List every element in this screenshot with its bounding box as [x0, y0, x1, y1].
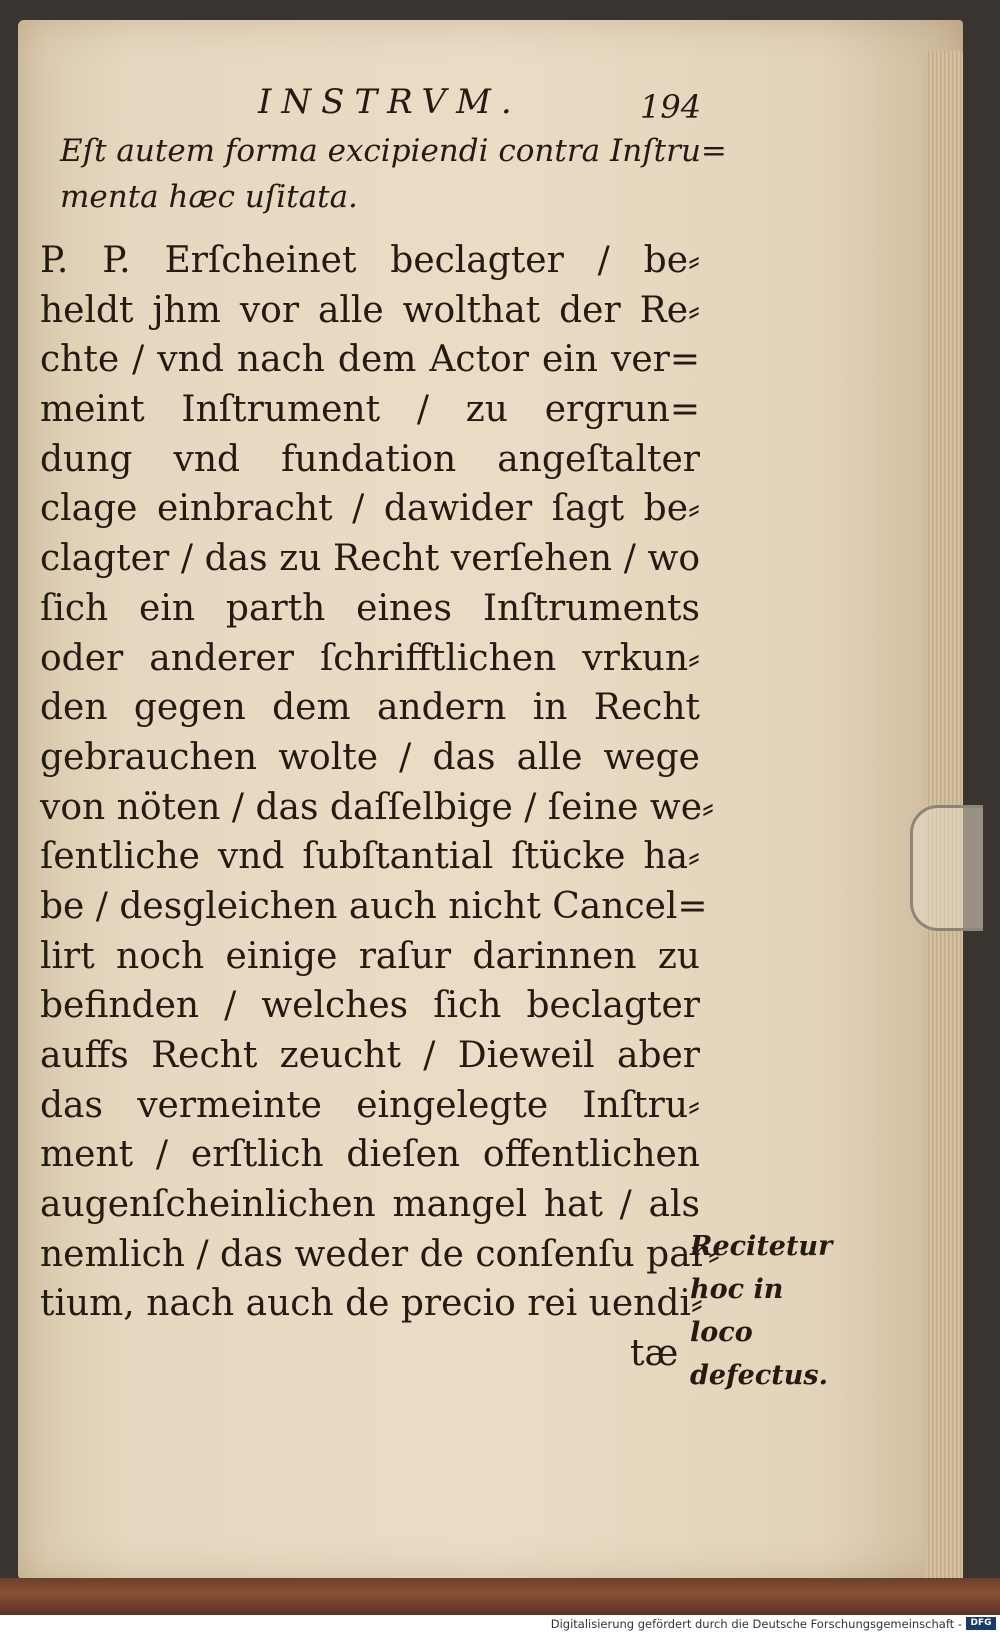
body-line: chte / vnd nach dem Actor ein ver=	[40, 339, 700, 381]
running-head: INSTRVM.	[258, 82, 522, 122]
footer-credit: Digitalisierung gefördert durch die Deutsche Forschungsgemeinschaft -	[550, 1617, 962, 1631]
body-line: clagter / das zu Recht verſehen / wo	[40, 538, 700, 580]
folio-number: 194	[640, 88, 702, 126]
book-bottom-edge	[0, 1578, 1000, 1615]
page-clip-tab	[910, 805, 983, 931]
intro-line: Eſt autem forma excipiendi contra Inſtru=	[60, 133, 727, 169]
body-line: P. P. Erſcheinet beclagter / be⸗	[40, 240, 700, 281]
body-line: dung vnd fundation angeſtalter	[40, 438, 700, 480]
body-line: be / desgleichen auch nicht Cancel=	[40, 885, 708, 927]
intro-line: menta hæc uſitata.	[60, 179, 358, 215]
body-line: auffs Recht zeucht / Dieweil aber	[40, 1035, 700, 1076]
latin-intro	[60, 128, 727, 220]
digitization-footer	[0, 1615, 1000, 1633]
body-line: ſich ein parth eines Inſtruments	[40, 587, 700, 629]
body-line: ſentliche vnd ſubſtantial ſtücke ha⸗	[40, 836, 700, 878]
body-line: augenſcheinlichen mangel hat / als	[40, 1184, 700, 1226]
margin-note	[690, 1225, 840, 1397]
body-line: den gegen dem andern in Recht	[40, 687, 700, 729]
margin-note-line: hoc in loco	[690, 1274, 784, 1348]
body-line: oder anderer ſchrifftlichen vrkun⸗	[40, 637, 700, 679]
body-line: befinden / welches ſich beclagter	[40, 985, 700, 1027]
body-line: meint Inſtrument / zu ergrun=	[40, 389, 700, 431]
margin-note-line: defectus.	[690, 1360, 828, 1391]
body-line: tium, nach auch de precio rei uendi⸗	[40, 1283, 703, 1325]
margin-note-line: Recitetur	[690, 1231, 833, 1262]
body-line: clage einbracht / dawider ſagt be⸗	[40, 488, 700, 530]
body-paragraph	[40, 236, 720, 1379]
body-line: ment / erſtlich dieſen offentlichen	[40, 1134, 700, 1176]
body-line: von nöten / das daſſelbige / ſeine we⸗	[40, 786, 714, 828]
body-line: das vermeinte eingelegte Inſtru⸗	[40, 1084, 700, 1126]
dfg-logo: DFG	[966, 1617, 996, 1630]
body-line: nemlich / das weder de conſenſu par⸗	[40, 1233, 720, 1275]
body-line: tæ	[630, 1333, 679, 1375]
body-line: gebrauchen wolte / das alle wege	[40, 736, 700, 778]
body-line: heldt jhm vor alle wolthat der Re⸗	[40, 289, 700, 331]
body-line: lirt noch einige raſur darinnen zu	[40, 935, 700, 977]
